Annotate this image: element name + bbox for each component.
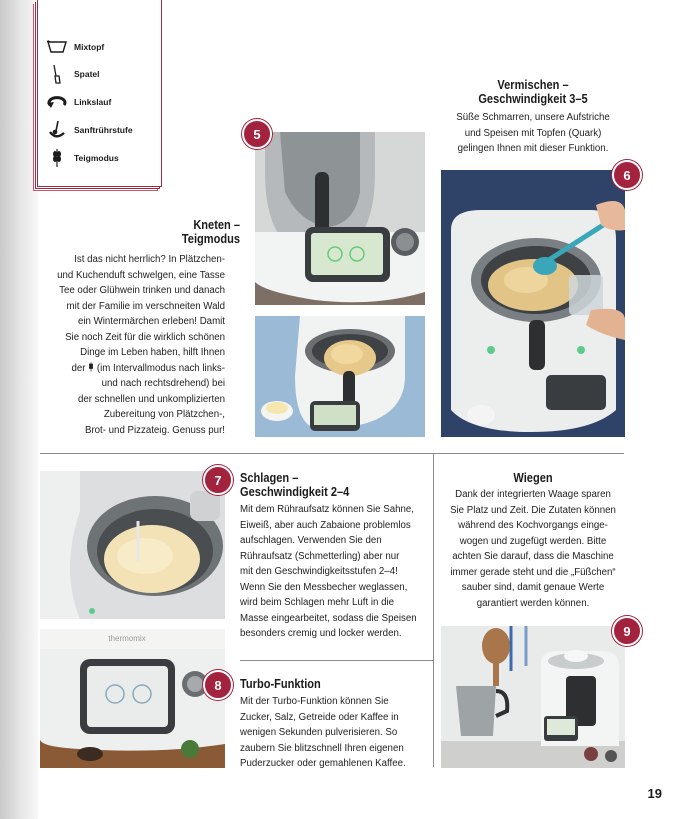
step-badge-8: 8 xyxy=(203,670,233,700)
body-line: Rühraufsatz (Schmetterling) aber nur xyxy=(240,550,400,562)
schlagen-heading xyxy=(240,471,402,499)
body-line: immer gerade steht und die „Füßchen“ xyxy=(450,566,616,578)
reverse-rotation-icon xyxy=(46,93,68,111)
step-badge-5: 5 xyxy=(242,119,272,149)
body-line: und nach rechtsdrehend) bei xyxy=(101,378,225,389)
heading-line: Teigmodus xyxy=(181,231,240,246)
vermischen-body xyxy=(438,110,628,157)
wiegen-heading xyxy=(457,471,610,485)
body-word: der xyxy=(71,362,86,374)
legend-row-linkslauf xyxy=(46,93,111,111)
legend-label: Linkslauf xyxy=(74,97,112,107)
body-line: Mit der Turbo-Funktion können Sie xyxy=(240,696,389,707)
dough-mode-icon xyxy=(46,149,68,167)
body-line: Dinge im Leben haben, hilft Ihnen xyxy=(80,347,225,358)
heading-line: Wiegen xyxy=(513,470,553,485)
body-line: mit der Familie im verschneiten Wald xyxy=(66,300,225,312)
body-line: Wenn Sie den Messbecher weglassen, xyxy=(240,581,408,593)
gentle-stir-icon xyxy=(46,121,68,139)
heading-line: Vermischen – xyxy=(497,77,569,92)
photo-weighing xyxy=(441,626,625,768)
body-line: Dank der integrierten Waage sparen xyxy=(455,489,611,500)
body-line: Süße Schmarren, unsere Aufstriche xyxy=(456,112,610,123)
body-line: zaubern Sie blitzschnell Ihren eigenen xyxy=(240,742,404,754)
body-line: Mit dem Rühraufsatz können Sie Sahne, xyxy=(240,504,414,515)
photo-thermomix-screen xyxy=(255,132,425,305)
body-line: Puderzucker oder gemahlenen Kaffee. xyxy=(240,758,406,769)
body-line: besonders cremig und locker werden. xyxy=(240,628,402,639)
turbo-body xyxy=(240,694,432,772)
body-line: und Speisen mit Topfen (Quark) xyxy=(464,127,602,139)
kneten-body xyxy=(40,252,225,438)
thermomix-illustration xyxy=(255,132,425,305)
photo-mixing-quark xyxy=(441,170,625,437)
turbo-heading xyxy=(240,677,402,691)
body-word: (im Intervallmodus nach links- xyxy=(96,362,225,374)
body-line: während des Kochvorgangs einge- xyxy=(458,520,608,531)
body-line: ein Wintermärchen erleben! Damit xyxy=(78,316,225,327)
wiegen-body xyxy=(438,487,628,611)
heading-line: Geschwindigkeit 2–4 xyxy=(240,484,350,499)
vermischen-heading xyxy=(457,78,610,106)
dough-mode-icon xyxy=(88,362,94,372)
photo-turbo-screen xyxy=(40,629,225,768)
legend-row-teigmodus xyxy=(46,149,119,167)
whipping-illustration xyxy=(40,471,225,619)
legend-row-mixtopf xyxy=(46,38,104,56)
body-line: wenigen Sekunden pulverisieren. So xyxy=(240,727,398,738)
body-line: sauber sind, damit genaue Werte xyxy=(461,582,605,593)
body-line: Sie noch Zeit für die wirklich schönen xyxy=(65,331,225,343)
subsection-divider xyxy=(240,660,433,661)
body-line: gelingen Ihnen mit dieser Funktion. xyxy=(457,143,609,154)
weighing-illustration xyxy=(441,626,625,768)
body-line: wogen und zugefügt werden. Bitte xyxy=(459,535,607,547)
body-line: Sie Platz und Zeit. Die Zutaten können xyxy=(450,504,616,516)
heading-line: Geschwindigkeit 3–5 xyxy=(478,91,588,106)
page-number: 19 xyxy=(647,786,662,801)
body-line xyxy=(40,361,225,377)
body-line: Zucker, Salz, Getreide oder Kaffee in xyxy=(240,711,399,723)
step-badge-9: 9 xyxy=(612,616,642,646)
body-line: achten Sie darauf, dass die Maschine xyxy=(452,551,614,562)
body-line: aufschlagen. Verwenden Sie den xyxy=(240,535,382,546)
heading-line: Schlagen – xyxy=(240,470,299,485)
bowl-icon xyxy=(46,38,68,56)
body-line: mit den Geschwindigkeitsstufen 2–4! xyxy=(240,566,398,577)
kneten-heading xyxy=(130,218,241,246)
legend-label: Spatel xyxy=(74,69,100,79)
body-line: Ist das nicht herrlich? In Plätzchen- xyxy=(74,254,225,265)
turbo-illustration xyxy=(40,629,225,768)
body-line: Tee oder Glühwein trinken und danach xyxy=(59,285,225,296)
photo-whipping-cream xyxy=(40,471,225,619)
heading-line: Kneten – xyxy=(193,217,240,232)
dough-bowl-illustration xyxy=(255,316,425,437)
body-line: und Kuchenduft schwelgen, eine Tasse xyxy=(57,269,225,281)
schlagen-body xyxy=(240,502,432,642)
legend-row-sanftruehrstufe xyxy=(46,121,133,139)
brand-text: thermomix xyxy=(108,634,146,643)
body-line: Masse eingearbeitet, sodass die Speisen xyxy=(240,612,417,624)
legend-label: Teigmodus xyxy=(74,153,119,163)
heading-line: Turbo-Funktion xyxy=(240,676,321,691)
spatula-icon xyxy=(46,65,68,83)
section-divider xyxy=(40,453,624,454)
column-divider xyxy=(433,453,434,767)
photo-dough-bowl xyxy=(255,316,425,437)
legend-row-spatel xyxy=(46,65,100,83)
mixing-illustration xyxy=(441,170,625,437)
body-line: garantiert werden können. xyxy=(476,597,590,609)
body-line: wird beim Schlagen mehr Luft in die xyxy=(240,597,395,608)
legend-label: Mixtopf xyxy=(74,42,105,52)
body-line: Zubereitung von Plätzchen-, xyxy=(103,409,225,420)
body-line: der schnellen und unkomplizierten xyxy=(77,393,225,405)
step-badge-6: 6 xyxy=(612,160,642,190)
legend-label: Sanftrührstufe xyxy=(74,125,133,135)
body-line: Brot- und Pizzateig. Genuss pur! xyxy=(84,424,225,436)
body-line: Eiweiß, aber auch Zabaione problemlos xyxy=(240,519,411,531)
step-badge-7: 7 xyxy=(203,465,233,495)
